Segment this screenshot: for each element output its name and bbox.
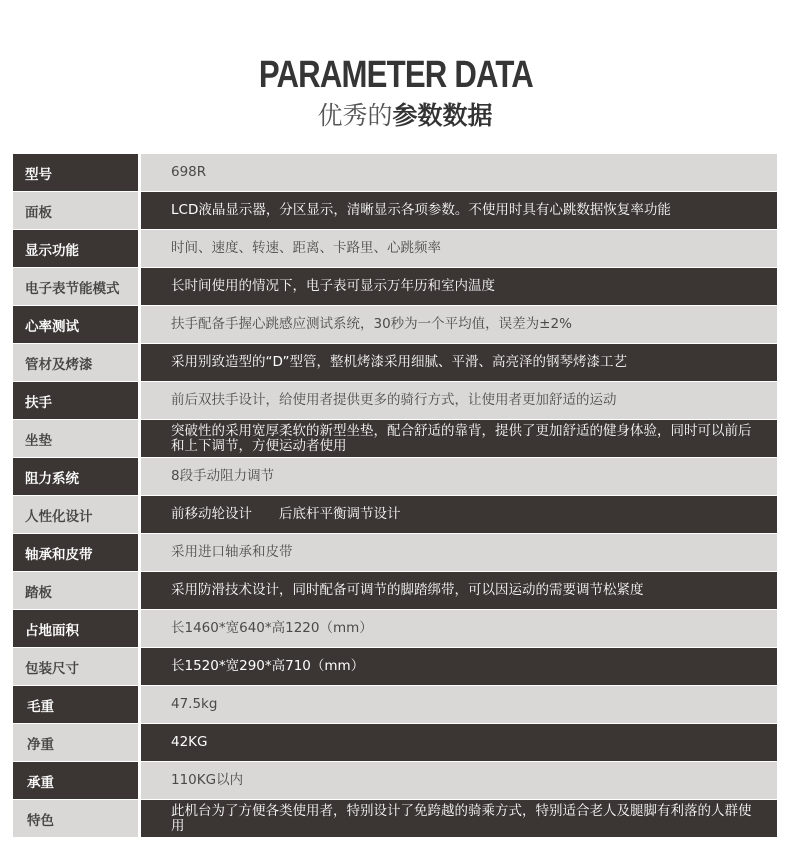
- row-value: 前后双扶手设计，给使用者提供更多的骑行方式，让使用者更加舒适的运动: [141, 382, 777, 419]
- row-value: 47.5kg: [141, 686, 777, 723]
- row-value: 长1460*宽640*高1220（mm）: [141, 610, 777, 647]
- table-row: [13, 154, 777, 192]
- row-label: 人性化设计: [13, 496, 138, 533]
- table-row: [13, 648, 777, 686]
- row-label: 轴承和皮带: [13, 534, 138, 571]
- table-row: [13, 572, 777, 610]
- title-chinese-light: 优秀的: [317, 101, 393, 130]
- parameter-table: [13, 154, 777, 838]
- row-label: 电子表节能模式: [13, 268, 138, 305]
- table-row: [13, 762, 777, 800]
- row-value: 110KG以内: [141, 762, 777, 799]
- title-chinese: [10, 99, 790, 133]
- row-value: 采用别致造型的“D”型管，整机烤漆采用细腻、平滑、高亮泽的钢琴烤漆工艺: [141, 344, 777, 381]
- row-label: 阻力系统: [13, 458, 138, 495]
- table-row: [13, 344, 777, 382]
- row-label: 坐垫: [13, 420, 138, 457]
- table-row: [13, 610, 777, 648]
- row-value: 此机台为了方便各类使用者，特别设计了免跨越的骑乘方式，特别适合老人及腿脚有利落的人群使用: [141, 800, 777, 837]
- table-row: [13, 230, 777, 268]
- table-row: [13, 192, 777, 230]
- table-row: [13, 496, 777, 534]
- row-value: LCD液晶显示器，分区显示，清晰显示各项参数。不使用时具有心跳数据恢复率功能: [141, 192, 777, 229]
- row-value: 8段手动阻力调节: [141, 458, 777, 495]
- row-label: 净重: [13, 724, 138, 761]
- page-header: [0, 0, 790, 150]
- table-row: [13, 534, 777, 572]
- row-label: 心率测试: [13, 306, 138, 343]
- table-row: [13, 306, 777, 344]
- table-row: [13, 800, 777, 838]
- row-label: 面板: [13, 192, 138, 229]
- table-row: [13, 268, 777, 306]
- row-value: 698R: [141, 154, 777, 191]
- title-chinese-bold: 参数数据: [392, 101, 493, 130]
- row-value: 时间、速度、转速、距离、卡路里、心跳频率: [141, 230, 777, 267]
- row-label: 型号: [13, 154, 138, 191]
- table-row: [13, 420, 777, 458]
- row-label: 包装尺寸: [13, 648, 138, 685]
- row-label: 特色: [13, 800, 138, 837]
- row-label: 毛重: [13, 686, 138, 723]
- row-label: 扶手: [13, 382, 138, 419]
- row-value: 前移动轮设计 后底杆平衡调节设计: [141, 496, 777, 533]
- row-value: 42KG: [141, 724, 777, 761]
- row-value: 扶手配备手握心跳感应测试系统，30秒为一个平均值，误差为±2%: [141, 306, 777, 343]
- title-english: PARAMETER DATA: [258, 54, 533, 96]
- row-value: 突破性的采用宽厚柔软的新型坐垫，配合舒适的靠背，提供了更加舒适的健身体验，同时可以前后和上下调节，方便运动者使用: [141, 420, 777, 457]
- row-value: 长1520*宽290*高710（mm）: [141, 648, 777, 685]
- row-label: 踏板: [13, 572, 138, 609]
- row-label: 占地面积: [13, 610, 138, 647]
- row-label: 承重: [13, 762, 138, 799]
- table-row: [13, 724, 777, 762]
- row-value: 长时间使用的情况下，电子表可显示万年历和室内温度: [141, 268, 777, 305]
- table-row: [13, 458, 777, 496]
- row-label: 显示功能: [13, 230, 138, 267]
- table-row: [13, 686, 777, 724]
- table-row: [13, 382, 777, 420]
- row-label: 管材及烤漆: [13, 344, 138, 381]
- row-value: 采用防滑技术设计，同时配备可调节的脚踏绑带，可以因运动的需要调节松紧度: [141, 572, 777, 609]
- row-value: 采用进口轴承和皮带: [141, 534, 777, 571]
